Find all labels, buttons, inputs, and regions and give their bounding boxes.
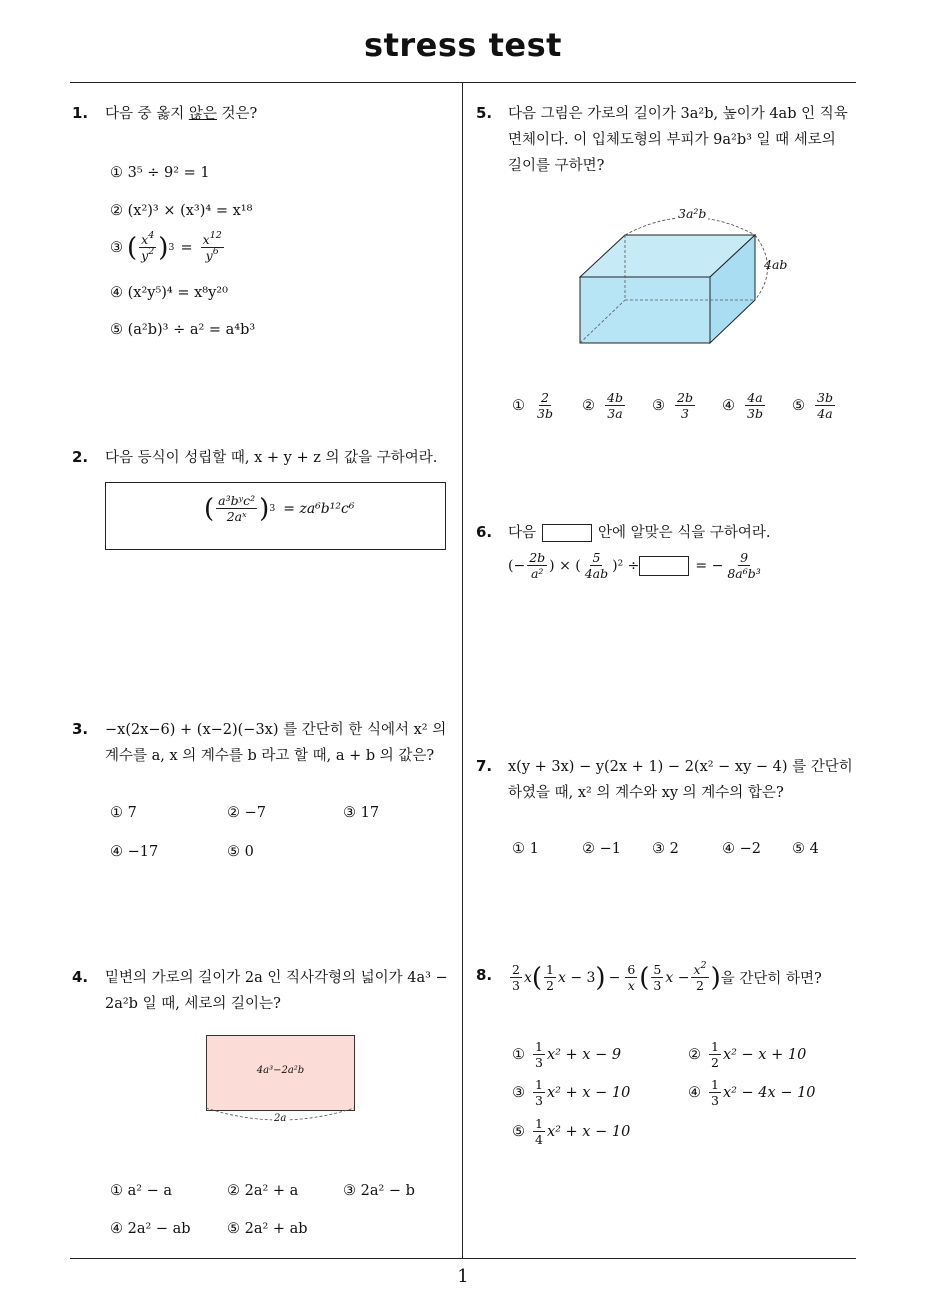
q6-frac-1 [527,550,547,581]
q7-line-1: x(y + 3x) − y(2x + 1) − 2(x² − xy − 4) 를 간단히 [508,759,853,775]
q5-side-label: 4ab [764,257,788,272]
q5-choice-5-mark: ⑤ [792,397,805,414]
q5-line-3: 길이를 구하면? [508,158,605,174]
q8-choice-5[interactable] [512,1116,630,1147]
q5-choice-4-mark: ④ [722,397,735,414]
q1-choice-3-frac1: $\frac{x^4}{y^2}$ [141,230,155,263]
q6-frac-3-den: 8a⁶b³ [727,566,761,581]
q6-equation [508,550,765,581]
q6-frac-2-num: 5 [592,550,601,565]
q1-text-post: 것은? [216,106,258,122]
q6-frac-1-den: a² [530,566,544,581]
q3-line-1: −x(2x−6) + (x−2)(−3x) 를 간단히 한 식에서 x² 의 [105,722,447,738]
q5-choice-2-den: 3a [607,406,623,421]
q8-choice-1[interactable] [512,1039,621,1070]
q4-rect-label: 4a³−2a²b [256,1065,305,1076]
q5-number: 5. [476,104,493,122]
q8-choice-2[interactable] [688,1039,806,1070]
q5-choice-4-num: 4a [747,390,763,405]
q4-choice-3[interactable]: ③ 2a² − b [343,1183,415,1199]
q8-choice-2-mark: ② [688,1046,701,1063]
q4-number: 4. [72,968,89,986]
q6-blank-box-1 [542,524,592,542]
q5-choice-4[interactable] [722,390,767,421]
q5-choice-4-frac [745,390,765,421]
q3-choice-1[interactable]: ① 7 [110,805,137,821]
q6-eq-lead: (− [508,557,526,574]
q8-choice-1-den: 3 [535,1055,543,1070]
q2-equation-box [105,482,446,550]
q5-choice-1-frac [535,390,555,421]
q4-line-1: 밑변의 가로의 길이가 2a 인 직사각형의 넓이가 4a³ − [105,970,448,986]
q5-choice-5-den: 4a [817,406,833,421]
q5-line-1: 다음 그림은 가로의 길이가 3a²b, 높이가 4ab 인 직육 [508,106,848,122]
q4-rectangle [206,1035,355,1111]
q1-choice-3-frac2: $\frac{x^{12}}{y^6}$ [202,230,222,263]
q5-choice-1[interactable] [512,390,557,421]
q5-choice-1-mark: ① [512,397,525,414]
q8-frac-2-3: $\frac{2}{3}$ [512,962,520,993]
q8-suffix: 을 간단히 하면? [720,971,822,987]
q8-lparen-1: ( [531,962,543,993]
q4-base-label: 2a [274,1113,287,1124]
q6-prompt [508,520,771,546]
q1-choice-3-equals: = [180,239,193,256]
q1-choice-3-lparen: ( [127,232,138,263]
q6-frac-2-den: 4ab [584,566,609,581]
q7-number: 7. [476,757,493,775]
q1-number: 1. [72,104,89,122]
q8-frac-1-2: $\frac{1}{2}$ [546,962,554,993]
q1-choice-3-rparen: ) [158,232,169,263]
q5-choice-3-mark: ③ [652,397,665,414]
bottom-rule [70,1258,856,1259]
q8-rparen-2: ) [710,962,721,993]
q1-text-pre: 다음 중 옳지 [105,106,189,122]
q3-number: 3. [72,720,89,738]
q8-choice-3-mark: ③ [512,1084,525,1101]
q1-prompt [105,101,257,127]
q5-choice-3-num: 2b [677,390,693,405]
q4-choice-4[interactable]: ④ 2a² − ab [110,1221,191,1237]
q8-rparen-1: ) [595,962,606,993]
q8-choice-3[interactable] [512,1077,630,1108]
q1-choice-3[interactable]: ③ ( $\frac{x^4}{y^2}$ ) 3 = $\frac{x^{12}}{y^6}$ [110,230,222,263]
q8-choice-1-mark: ① [512,1046,525,1063]
page-title: stress test [364,26,562,64]
q5-choice-3[interactable] [652,390,697,421]
q7-choice-3[interactable]: ③ 2 [652,841,679,857]
column-divider [462,82,463,1258]
q8-expression: $\frac{2}{3}$ x ( $\frac{1}{2}$ x − 3 ) − $\frac{6}{x}$ ( $\frac{5}{3}$ x − $\frac{x^2}{2}$ ) 을 간단히 하면? [512,960,822,993]
q8-choice-3-tail: x² + x − 10 [546,1084,631,1101]
q7-choice-4[interactable]: ④ −2 [722,841,761,857]
q6-frac-1-num: 2b [529,550,546,565]
q6-eq-eq: = − [695,557,724,574]
q8-choice-5-mark: ⑤ [512,1123,525,1140]
q5-choice-5-frac [815,390,835,421]
q6-blank-box-2 [639,556,689,576]
q1-choice-4[interactable]: ④ (x²y⁵)⁴ = x⁸y²⁰ [110,285,228,301]
q8-choice-3-den: 3 [535,1093,543,1108]
q3-line-2: 계수를 a, x 의 계수를 b 라고 할 때, a + b 의 값은? [105,748,435,764]
q1-choice-3-mark: ③ [110,239,123,256]
q8-lparen-2: ( [639,962,650,993]
q6-eq-mid1: ) × ( [549,557,581,574]
q4-choice-2[interactable]: ② 2a² + a [227,1183,299,1199]
q8-choice-1-frac: $\frac{1}{3}$ [535,1039,543,1070]
q8-choice-3-frac: $\frac{1}{3}$ [535,1077,543,1108]
q5-choice-2-num: 4b [607,390,623,405]
q1-text-underline: 않은 [188,106,217,122]
q8-choice-2-den: 2 [711,1055,719,1070]
q5-choice-5[interactable] [792,390,837,421]
q5-choice-3-den: 3 [681,406,689,421]
q8-choice-4-frac: $\frac{1}{3}$ [711,1077,719,1108]
q6-line1-pre: 다음 [508,525,537,541]
q2-equation: ( $\frac{\text{a³bʸc²}}{\text{2aˣ}}$ ) 3 = za⁶b¹²c⁶ [204,493,355,524]
q2-prompt: 다음 등식이 성립할 때, x + y + z 의 값을 구하여라. [105,450,438,466]
q1-choice-1[interactable]: ① 3⁵ ÷ 9² = 1 [110,165,210,181]
q5-choice-2-mark: ② [582,397,595,414]
top-rule [70,82,856,83]
q8-choice-5-tail: x² + x − 10 [546,1123,631,1140]
q5-choice-1-num: 2 [541,390,549,405]
q8-frac-6-x: $\frac{6}{x}$ [627,962,636,993]
q6-line1-post: 안에 알맞은 식을 구하여라. [598,525,771,541]
q4-choice-1[interactable]: ① a² − a [110,1183,173,1199]
q5-choice-2[interactable] [582,390,627,421]
q7-choice-1[interactable]: ① 1 [512,841,539,857]
q1-choice-2[interactable]: ② (x²)³ × (x³)⁴ = x¹⁸ [110,203,253,219]
q3-choice-4[interactable]: ④ −17 [110,844,159,860]
q4-line-2: 2a²b 일 때, 세로의 길이는? [105,996,281,1012]
q5-cuboid-diagram [570,200,790,355]
q2-eq-frac [216,493,257,524]
q6-frac-2 [583,550,610,581]
q3-choice-3[interactable]: ③ 17 [343,805,380,821]
q8-choice-4-tail: x² − 4x − 10 [722,1084,816,1101]
q8-choice-4-mark: ④ [688,1084,701,1101]
q8-frac-5-3: $\frac{5}{3}$ [653,962,662,993]
q8-choice-2-frac: $\frac{1}{2}$ [711,1039,719,1070]
q7-choice-2[interactable]: ② −1 [582,841,621,857]
q4-choice-5[interactable]: ⑤ 2a² + ab [227,1221,308,1237]
q8-frac-x2-2: $\frac{x^2}{2}$ [693,960,707,993]
q5-choice-1-den: 3b [537,406,553,421]
q5-choice-2-frac [605,390,625,421]
q6-frac-3 [725,550,762,581]
q2-eq-rhs: = za⁶b¹²c⁶ [283,500,355,517]
q8-choice-4-den: 3 [711,1093,719,1108]
q5-choice-3-frac [675,390,695,421]
q5-choice-5-num: 3b [817,390,833,405]
q5-top-label: 3a²b [678,206,707,221]
q1-choice-5[interactable]: ⑤ (a²b)³ ÷ a² = a⁴b³ [110,322,256,338]
q2-eq-den: 2aˣ [226,509,247,524]
q8-choice-5-frac: $\frac{1}{4}$ [535,1116,543,1147]
q6-frac-3-num: 9 [740,550,749,565]
q3-choice-5[interactable]: ⑤ 0 [227,844,254,860]
q2-eq-num: a³bʸc² [218,493,256,508]
q8-number: 8. [476,966,493,984]
q5-choice-4-den: 3b [747,406,763,421]
q5-line-2: 면체이다. 이 입체도형의 부피가 9a²b³ 일 때 세로의 [508,132,836,148]
q6-number: 6. [476,523,493,541]
q8-choice-2-tail: x² − x + 10 [722,1046,807,1063]
q8-choice-5-den: 4 [535,1132,543,1147]
q2-number: 2. [72,448,89,466]
q8-choice-4[interactable] [688,1077,816,1108]
q7-line-2: 하였을 때, x² 의 계수와 xy 의 계수의 합은? [508,785,784,801]
q6-eq-mid2: )² ÷ [612,557,640,574]
q3-choice-2[interactable]: ② −7 [227,805,266,821]
q7-choice-5[interactable]: ⑤ 4 [792,841,819,857]
q8-choice-1-tail: x² + x − 9 [546,1046,622,1063]
q2-rparen: ) [259,493,270,524]
page-number: 1 [457,1266,469,1287]
q2-lparen: ( [204,493,215,524]
